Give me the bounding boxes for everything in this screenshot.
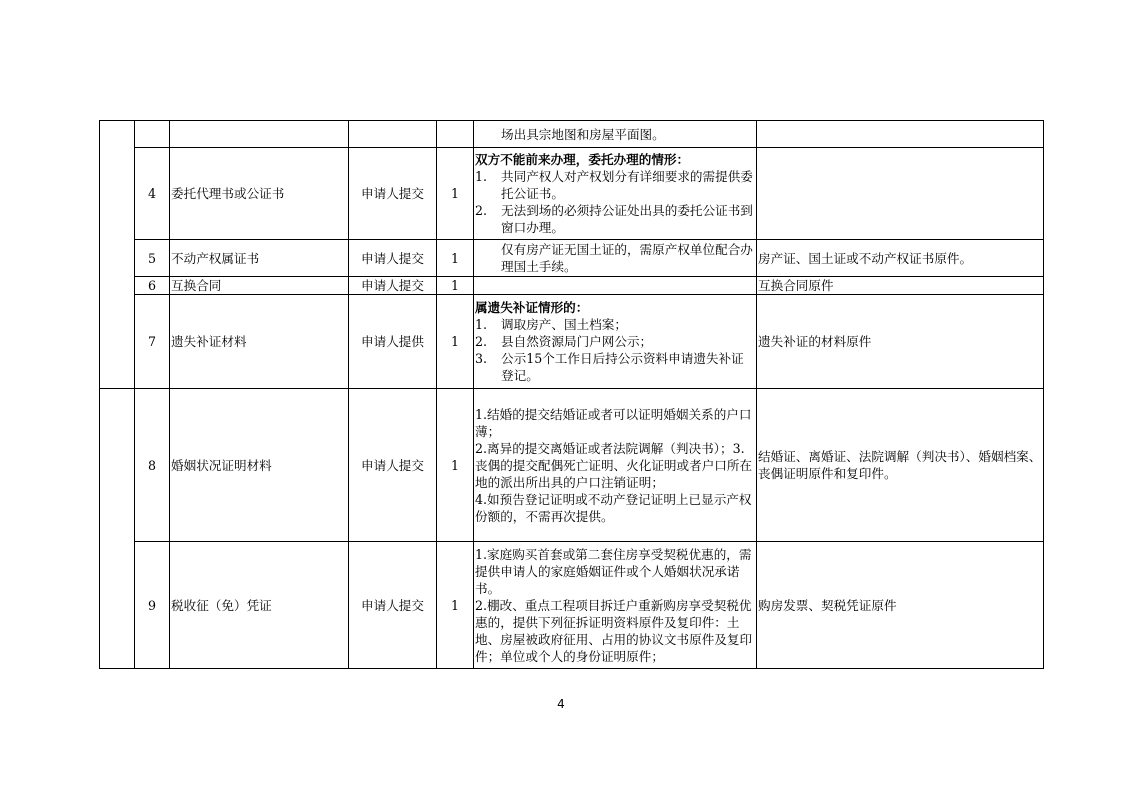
materials-table <box>99 120 1044 669</box>
material-count: 1 <box>437 542 474 669</box>
table-row <box>100 121 1044 148</box>
group-cell <box>100 121 135 389</box>
list-item: 1. 共同产权人对产权划分有详细要求的需提供委托公证书。 <box>475 169 753 201</box>
material-note: 遗失补证的材料原件 <box>757 295 1044 389</box>
material-source: 申请人提交 <box>349 148 437 240</box>
description-line: 场出具宗地图和房屋平面图。 <box>501 126 665 142</box>
material-count: 1 <box>437 277 474 295</box>
material-name: 委托代理书或公证书 <box>170 148 349 240</box>
description-paragraph: 1.家庭购买首套或第二套住房享受契税优惠的，需提供申请人的家庭婚姻证件或个人婚姻状况承诺书。 <box>475 546 752 596</box>
material-note: 房产证、国土证或不动产权证书原件。 <box>757 240 1044 277</box>
material-name: 遗失补证材料 <box>170 295 349 389</box>
material-name: 税收征（免）凭证 <box>170 542 349 669</box>
material-description <box>474 542 757 669</box>
description-paragraph: 4.如预告登记证明或不动产登记证明上已显示产权份额的，不需再次提供。 <box>475 491 752 524</box>
material-description <box>474 148 757 240</box>
table-row <box>100 295 1044 389</box>
material-count: 1 <box>437 240 474 277</box>
list-item: 3. 公示15个工作日后持公示资料申请遗失补证登记。 <box>475 351 744 383</box>
table-row <box>100 148 1044 240</box>
material-note: 结婚证、离婚证、法院调解（判决书）、婚姻档案、丧偶证明原件和复印件。 <box>757 389 1044 542</box>
material-description <box>474 277 757 295</box>
row-number: 6 <box>135 277 170 295</box>
material-source: 申请人提供 <box>349 295 437 389</box>
material-note: 互换合同原件 <box>757 277 1044 295</box>
table-row <box>100 542 1044 669</box>
material-note <box>757 148 1044 240</box>
row-number <box>135 121 170 148</box>
description-paragraph: 2.离异的提交离婚证或者法院调解（判决书）；3.丧偶的提交配偶死亡证明、火化证明或者户口所在地的派出所出具的户口注销证明； <box>475 440 753 490</box>
material-description <box>474 121 757 148</box>
material-description <box>474 240 757 277</box>
page-number: 4 <box>557 697 565 711</box>
description-heading: 属遗失补证情形的： <box>475 300 589 315</box>
material-note <box>757 121 1044 148</box>
material-name <box>170 121 349 148</box>
material-count: 1 <box>437 389 474 542</box>
description-paragraph: 2.棚改、重点工程项目拆迁户重新购房享受契税优惠的，提供下列征拆证明资料原件及复印件：土地、房屋被政府征用、占用的协议文书原件及复印件；单位或个人的身份证明原件； <box>475 597 753 664</box>
table-row <box>100 389 1044 542</box>
material-count: 1 <box>437 295 474 389</box>
row-number: 5 <box>135 240 170 277</box>
material-source: 申请人提交 <box>349 277 437 295</box>
description-heading: 双方不能前来办理，委托办理的情形： <box>475 152 690 167</box>
table-row <box>100 277 1044 295</box>
material-count <box>437 121 474 148</box>
table-row <box>100 240 1044 277</box>
material-name: 婚姻状况证明材料 <box>170 389 349 542</box>
material-source <box>349 121 437 148</box>
material-description <box>474 295 757 389</box>
material-note: 购房发票、契税凭证原件 <box>757 542 1044 669</box>
row-number: 7 <box>135 295 170 389</box>
list-item: 2. 无法到场的必须持公证处出具的委托公证书到窗口办理。 <box>475 203 753 235</box>
list-item: 2. 县自然资源局门户网公示； <box>475 334 653 349</box>
list-item: 1. 调取房产、国土档案； <box>475 317 627 332</box>
material-count: 1 <box>437 148 474 240</box>
description-paragraph: 1.结婚的提交结婚证或者可以证明婚姻关系的户口薄； <box>475 406 752 439</box>
description-line: 仅有房产证无国土证的，需原产权单位配合办理国土手续。 <box>501 242 753 274</box>
row-number: 4 <box>135 148 170 240</box>
group-cell <box>100 389 135 669</box>
material-name: 互换合同 <box>170 277 349 295</box>
material-source: 申请人提交 <box>349 389 437 542</box>
material-name: 不动产权属证书 <box>170 240 349 277</box>
material-description <box>474 389 757 542</box>
row-number: 9 <box>135 542 170 669</box>
row-number: 8 <box>135 389 170 542</box>
material-source: 申请人提交 <box>349 542 437 669</box>
material-source: 申请人提交 <box>349 240 437 277</box>
